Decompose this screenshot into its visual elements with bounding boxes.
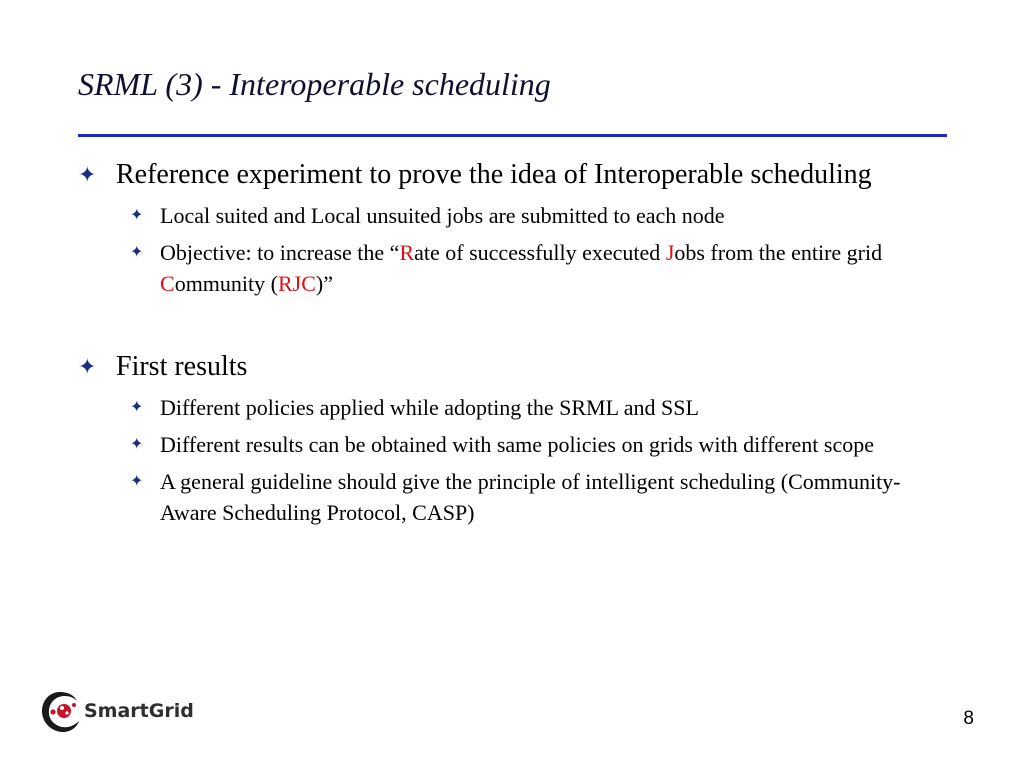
sub-bullet-text: Different results can be obtained with same policies on grids with different scope — [160, 432, 874, 457]
bullet-first-results — [78, 348, 948, 386]
star-bullet-icon: ✦ — [130, 207, 144, 224]
star-bullet-icon: ✦ — [130, 436, 144, 453]
objective-text-part: ate of successfully executed — [414, 240, 666, 265]
bullet-text: Reference experiment to prove the idea of Interoperable scheduling — [116, 159, 872, 190]
title-divider — [78, 134, 947, 137]
section-spacer — [78, 299, 948, 348]
highlight-acronym-rjc: RJC — [277, 271, 316, 296]
star-bullet-icon: ✦ — [130, 244, 144, 261]
star-bullet-icon: ✦ — [130, 473, 144, 490]
objective-text-part: obs from the entire grid — [674, 240, 883, 265]
sub-bullet-text: Local suited and Local unsuited jobs are submitted to each node — [160, 203, 725, 228]
highlight-letter-j: J — [665, 240, 675, 265]
slide-content — [78, 156, 948, 528]
sub-bullet-guideline — [78, 466, 948, 528]
objective-text-part: Objective: to increase the “ — [160, 240, 400, 265]
objective-text-part: )” — [315, 271, 333, 296]
sub-bullet-different-results — [78, 429, 948, 460]
sub-bullet-local-jobs — [78, 200, 948, 231]
sub-bullet-text: Different policies applied while adopting the SRML and SSL — [160, 395, 699, 420]
star-bullet-icon: ✦ — [78, 354, 97, 379]
slide-title: SRML (3) - Interoperable scheduling — [78, 66, 551, 102]
sub-bullet-policies — [78, 392, 948, 423]
sub-bullet-text: A general guideline should give the principle of intelligent scheduling (Community-Aware Scheduling Protocol, CASP) — [160, 469, 901, 525]
logo-text: SmartGrid — [84, 700, 194, 722]
smartgrid-logo — [40, 687, 200, 737]
bullet-text: First results — [116, 351, 248, 382]
bullet-reference-experiment — [78, 156, 948, 194]
star-bullet-icon: ✦ — [130, 399, 144, 416]
page-number: 8 — [963, 708, 974, 729]
highlight-letter-r: R — [399, 240, 415, 265]
sub-bullet-objective — [78, 237, 948, 299]
star-bullet-icon: ✦ — [78, 162, 97, 187]
smartgrid-logo-icon — [40, 687, 84, 737]
highlight-letter-c: C — [160, 271, 175, 296]
objective-text-part: ommunity ( — [174, 271, 278, 296]
